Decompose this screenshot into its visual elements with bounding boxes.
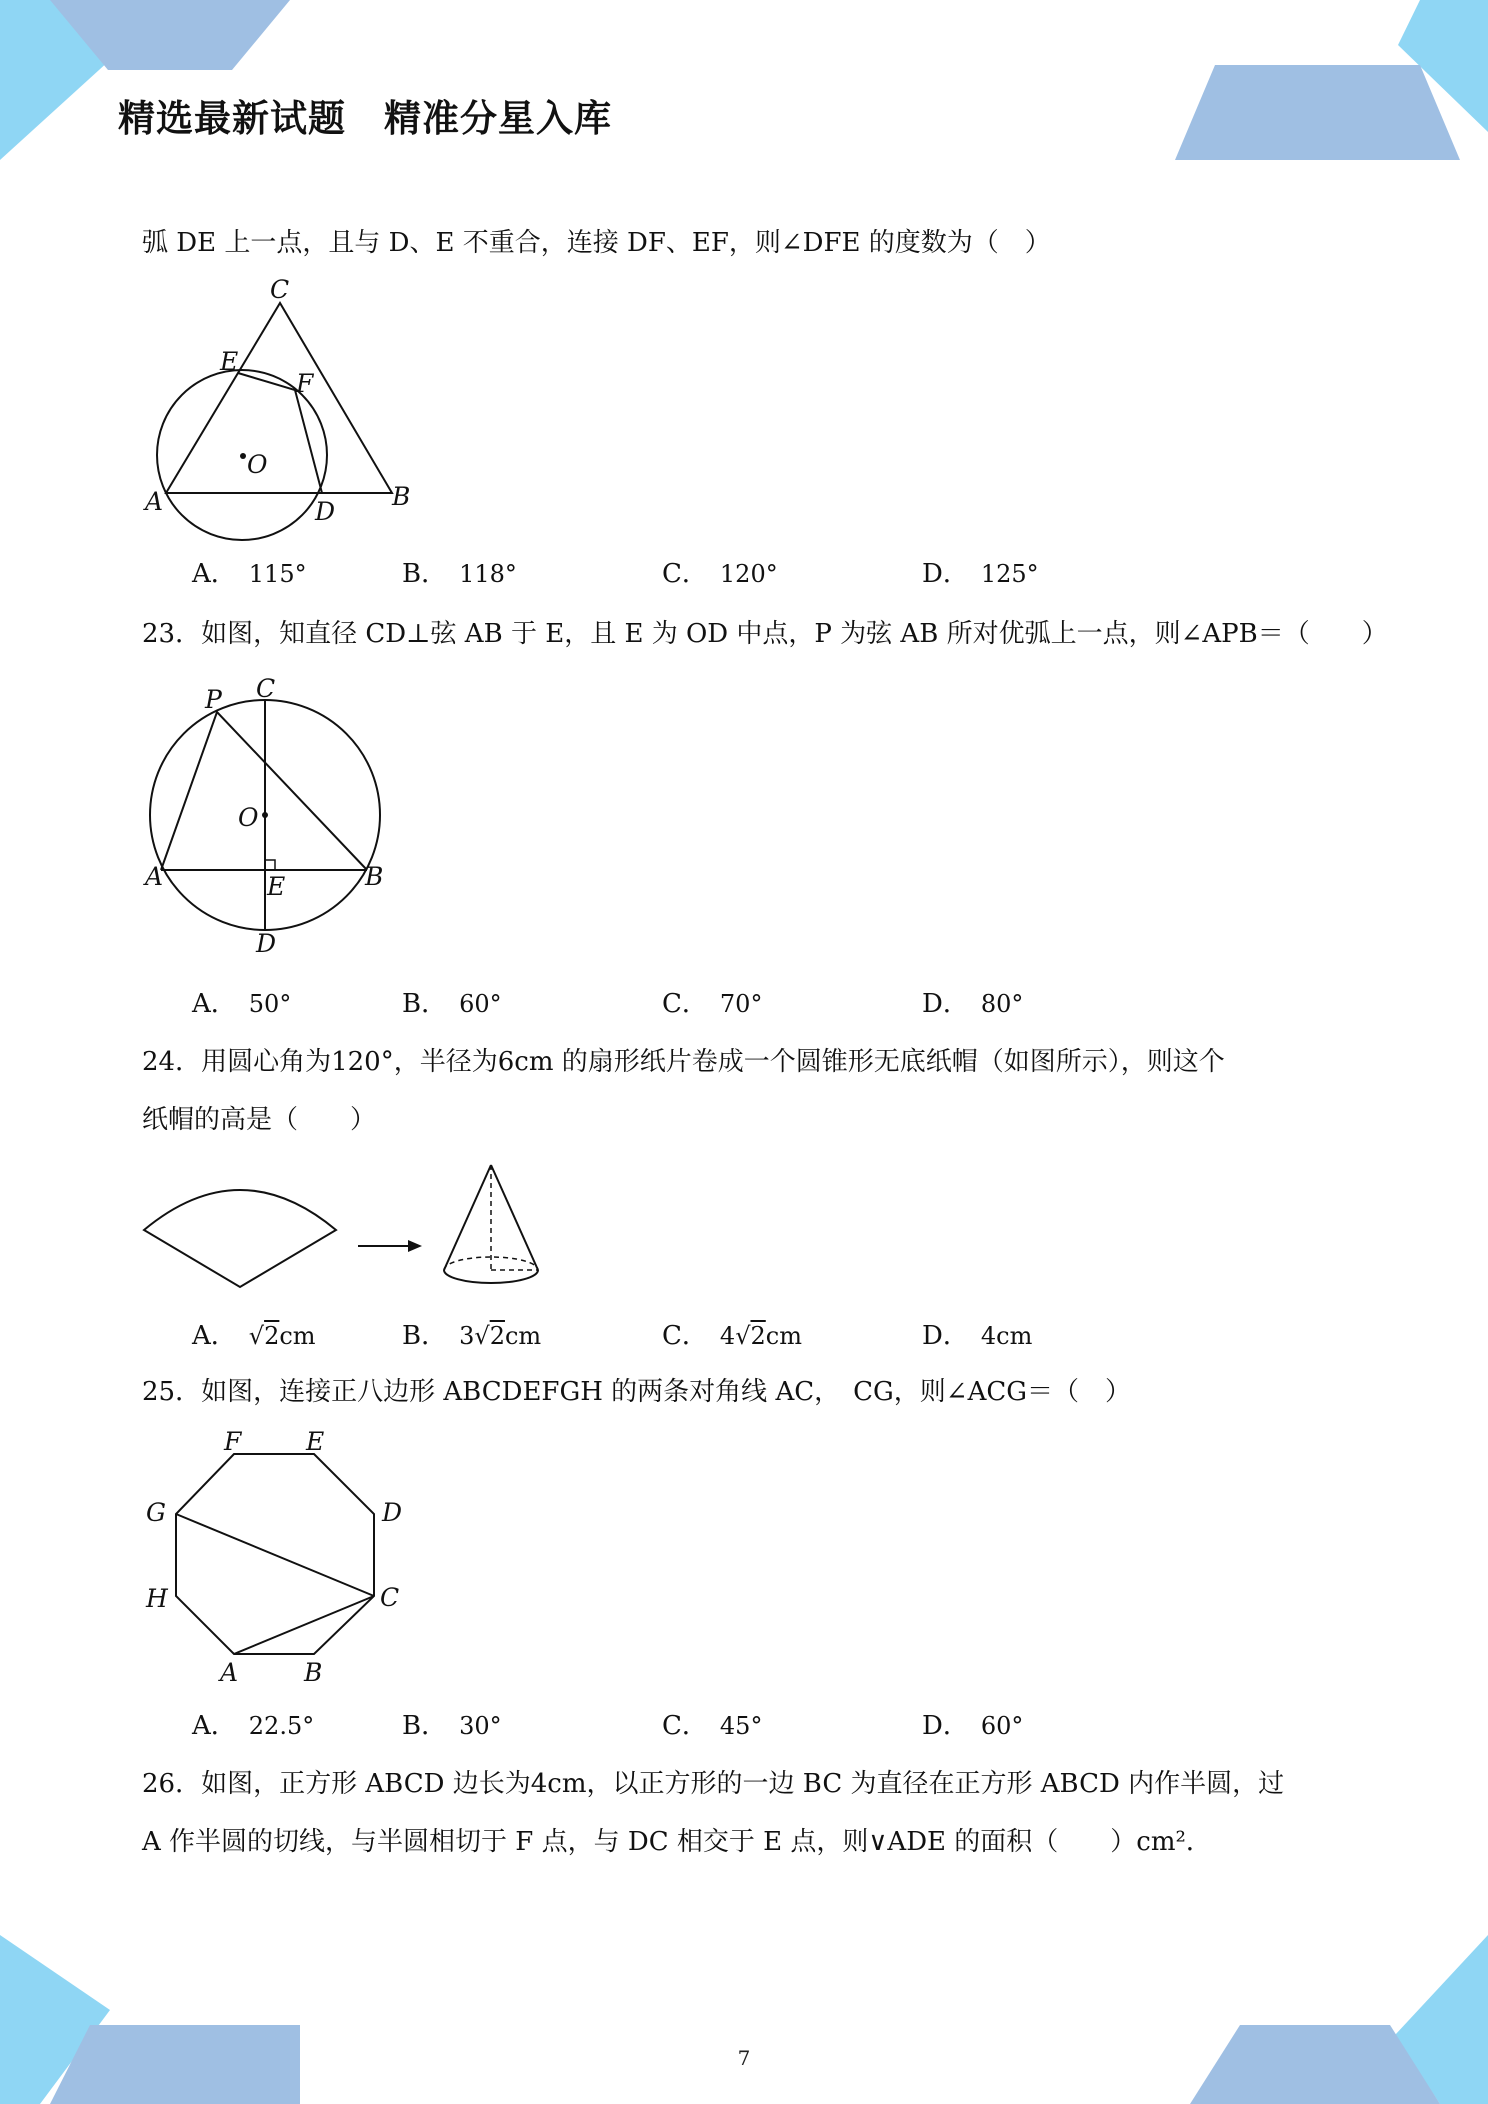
q22-label-e: E — [220, 347, 239, 376]
q25-label-f: F — [224, 1427, 242, 1456]
q22-option-b: B． 118° — [402, 559, 517, 589]
q22-label-a: A — [145, 487, 164, 516]
q22-label-c: C — [270, 275, 290, 304]
q25-option-c: C． 45° — [662, 1711, 763, 1741]
q24-stem-line1: 24．用圆心角为120°，半径为6cm 的扇形纸片卷成一个圆锥形无底纸帽（如图所示），则这个 — [142, 1047, 1225, 1077]
q26-stem-line2: A 作半圆的切线，与半圆相切于 F 点，与 DC 相交于 E 点，则∨ADE 的面积（ ）cm²． — [142, 1827, 1212, 1857]
q23-label-a: A — [145, 862, 164, 891]
header-title: 精选最新试题 精准分星入库 — [118, 97, 612, 140]
q22-option-d: D． 125° — [922, 559, 1039, 589]
page-number: 7 — [737, 2046, 751, 2070]
q26-stem-line1: 26．如图，正方形 ABCD 边长为4cm，以正方形的一边 BC 为直径在正方形 ABCD 内作半圆，过 — [142, 1769, 1285, 1799]
q22-option-a: A． 115° — [192, 559, 307, 589]
q25-stem: 25．如图，连接正八边形 ABCDEFGH 的两条对角线 AC， CG，则∠ACG＝（ ） — [142, 1377, 1132, 1407]
q23-label-e: E — [267, 872, 286, 901]
q24-stem-line2: 纸帽的高是（ ） — [142, 1105, 377, 1135]
q23-label-b: B — [365, 862, 384, 891]
q24-option-d: D． 4cm — [922, 1321, 1033, 1351]
q24-option-b: B． 3√2cm — [402, 1321, 542, 1351]
q22-label-o: O — [247, 450, 268, 479]
q25-label-c: C — [380, 1583, 400, 1612]
q22-label-f: F — [296, 369, 314, 398]
q25-label-d: D — [382, 1498, 403, 1527]
q23-option-b: B． 60° — [402, 989, 502, 1019]
q22-stem: 弧 DE 上一点，且与 D、E 不重合，连接 DF、EF，则∠DFE 的度数为（ ） — [142, 228, 1051, 258]
q23-label-c: C — [256, 674, 276, 703]
q23-option-d: D． 80° — [922, 989, 1024, 1019]
q23-label-d: D — [256, 929, 277, 958]
q22-option-c: C． 120° — [662, 559, 778, 589]
q22-label-b: B — [392, 482, 411, 511]
q25-label-g: G — [146, 1498, 166, 1527]
q25-option-a: A． 22.5° — [192, 1711, 315, 1741]
q23-label-o: O — [238, 803, 259, 832]
q23-option-a: A． 50° — [192, 989, 292, 1019]
q23-stem: 23．如图，知直径 CD⊥弦 AB 于 E，且 E 为 OD 中点，P 为弦 AB 所对优弧上一点，则∠APB＝（ ） — [142, 619, 1388, 649]
q25-label-e: E — [306, 1427, 325, 1456]
q24-option-c: C． 4√2cm — [662, 1321, 802, 1351]
q23-label-p: P — [205, 685, 222, 714]
q25-label-b: B — [304, 1658, 323, 1687]
top-right-trapezoid — [1175, 65, 1460, 160]
q22-label-d: D — [315, 497, 336, 526]
q24-option-a: A． √2cm — [192, 1321, 316, 1351]
q25-label-a: A — [220, 1658, 239, 1687]
q25-option-b: B． 30° — [402, 1711, 502, 1741]
q23-option-c: C． 70° — [662, 989, 763, 1019]
q25-label-h: H — [146, 1584, 168, 1613]
q25-option-d: D． 60° — [922, 1711, 1024, 1741]
